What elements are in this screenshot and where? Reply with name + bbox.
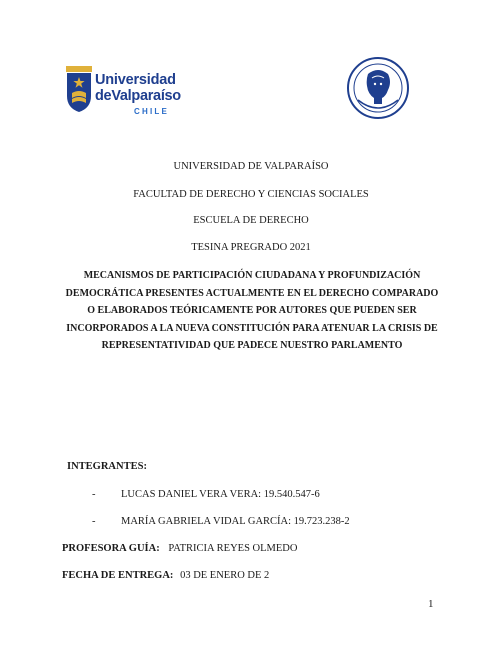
school-name: ESCUELA DE DERECHO bbox=[193, 215, 309, 226]
members-label: INTEGRANTES: bbox=[67, 461, 147, 472]
faculty-seal-icon bbox=[346, 56, 410, 120]
delivery-row bbox=[62, 570, 269, 581]
shield-icon bbox=[66, 66, 92, 112]
faculty-name: FACULTAD DE DERECHO Y CIENCIAS SOCIALES bbox=[133, 189, 369, 200]
delivery-date: 03 DE ENERO DE 2 bbox=[180, 570, 270, 581]
advisor-row bbox=[62, 543, 297, 554]
university-name: UNIVERSIDAD DE VALPARAÍSO bbox=[173, 161, 329, 172]
member-bullet: - bbox=[92, 489, 96, 500]
logo-line-2: deValparaíso bbox=[95, 88, 181, 104]
logo-line-1: Universidad bbox=[95, 72, 176, 88]
advisor-label: PROFESORA GUÍA: bbox=[62, 543, 160, 554]
thesis-title: MECANISMOS DE PARTICIPACIÓN CIUDADANA Y PROFUNDIZACIÓN DEMOCRÁTICA PRESENTES ACTUALMENTE EN EL DERECHO COMPARADO O ELABORADOS TEÓRICAMENTE POR AUTORES QUE PUEDEN SER INCORPORADOS A LA NUEVA CONSTITUCIÓN PARA ATENUAR LA CRISIS DE REPRESENTATIVIDAD QUE PADECE NUESTRO PARLAMENTO bbox=[65, 270, 439, 352]
university-logo bbox=[66, 66, 181, 118]
thesis-label: TESINA PREGRADO 2021 bbox=[191, 242, 311, 253]
delivery-label: FECHA DE ENTREGA: bbox=[62, 570, 174, 581]
member-bullet: - bbox=[92, 516, 96, 527]
page-number: 1 bbox=[428, 598, 434, 610]
advisor-name: PATRICIA REYES OLMEDO bbox=[168, 543, 298, 554]
logo-line-3: CHILE bbox=[134, 107, 169, 116]
member-1: LUCAS DANIEL VERA VERA: 19.540.547-6 bbox=[121, 489, 320, 500]
member-2: MARÍA GABRIELA VIDAL GARCÍA: 19.723.238-2 bbox=[121, 516, 350, 527]
